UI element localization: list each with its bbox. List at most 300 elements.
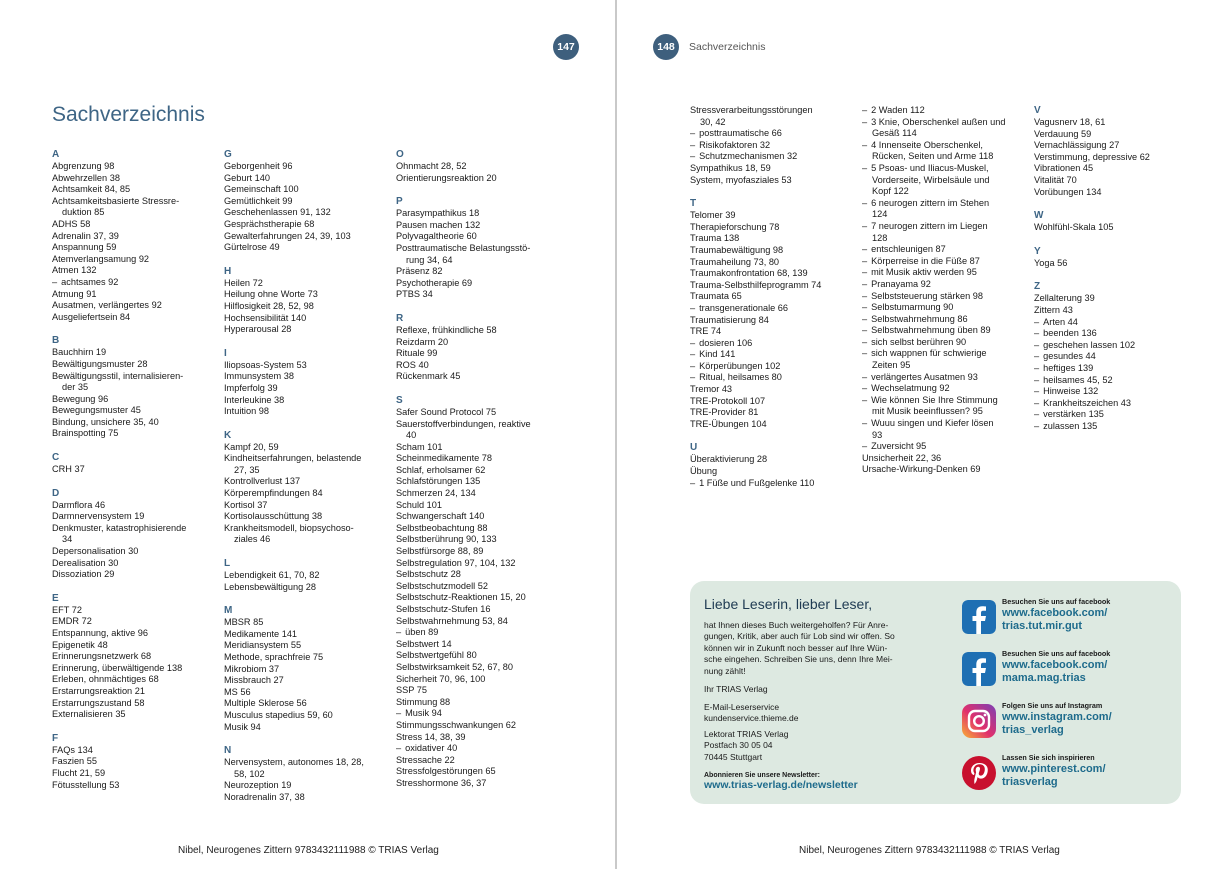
- index-entry: [396, 755, 576, 767]
- index-entry: [690, 466, 860, 478]
- entry-text: Impferfolg 39: [224, 382, 278, 393]
- entry-text: System, myofasziales 53: [690, 174, 792, 185]
- index-entry: [52, 674, 220, 686]
- body-line: können wir in Zukunft noch besser auf Ihre Wün-: [704, 642, 888, 653]
- entry-text: Pranayama 92: [871, 278, 931, 289]
- index-entry: [52, 289, 220, 301]
- subentry-dash: –: [862, 244, 868, 255]
- entry-text: Bewältigungsstil, internalisieren-: [52, 370, 184, 381]
- index-entry: [52, 312, 220, 324]
- index-entry: [396, 371, 576, 383]
- entry-text: Medikamente 141: [224, 628, 298, 639]
- index-entry: [396, 360, 576, 372]
- index-subentry: [396, 708, 576, 720]
- index-entry: [224, 395, 394, 407]
- subentry-dash: –: [52, 276, 58, 287]
- entry-text: oxidativer 40: [405, 743, 458, 754]
- index-subentry: [1034, 340, 1214, 352]
- entry-text: Erinnerungsnetzwerk 68: [52, 651, 152, 662]
- entry-text: Traumabewältigung 98: [690, 244, 784, 255]
- index-entry: [862, 360, 1032, 372]
- index-entry: [224, 780, 394, 792]
- email-address[interactable]: kundenservice.thieme.de: [704, 713, 799, 724]
- index-entry: [224, 324, 394, 336]
- index-entry: [396, 453, 576, 465]
- page-number-badge: 147: [553, 34, 579, 60]
- index-entry: [862, 453, 1032, 465]
- facebook-social-item[interactable]: [962, 595, 1172, 639]
- entry-text: Polyvagaltheorie 60: [396, 231, 477, 242]
- index-entry: [52, 254, 220, 266]
- index-entry: [396, 697, 576, 709]
- index-entry: [224, 500, 394, 512]
- index-entry: [396, 231, 576, 243]
- index-entry: [52, 219, 220, 231]
- link-line: trias_verlag: [1002, 724, 1064, 736]
- index-entry: [224, 371, 394, 383]
- entry-text: Rituale 99: [396, 348, 438, 359]
- entry-text: Pausen machen 132: [396, 219, 481, 230]
- entry-text: Kampf 20, 59: [224, 441, 279, 452]
- index-entry: [690, 396, 860, 408]
- index-letter-heading: A: [52, 149, 60, 160]
- entry-text: Stimmungsschwankungen 62: [396, 719, 517, 730]
- index-entry: [52, 628, 220, 640]
- entry-text: Musik 94: [224, 721, 261, 732]
- entry-text: EFT 72: [52, 604, 82, 615]
- index-entry: [224, 242, 394, 254]
- index-entry: [52, 768, 220, 780]
- link-line: www.pinterest.com/: [1002, 763, 1106, 775]
- entry-text: Erstarrungszustand 58: [52, 697, 145, 708]
- link-line: www.facebook.com/: [1002, 607, 1108, 619]
- entry-text: Hyperarousal 28: [224, 324, 292, 335]
- index-subentry: [690, 128, 860, 140]
- index-entry: [1034, 117, 1214, 129]
- index-entry: [396, 674, 576, 686]
- index-entry: [224, 196, 394, 208]
- index-entry: [396, 685, 576, 697]
- entry-text: Hochsensibilität 140: [224, 312, 307, 323]
- index-entry: [396, 255, 576, 267]
- subentry-dash: –: [1034, 374, 1040, 385]
- index-entry: [1034, 152, 1214, 164]
- index-subentry: [862, 291, 1032, 303]
- entry-text: Selbstregulation 97, 104, 132: [396, 557, 516, 568]
- index-letter-heading: K: [224, 429, 232, 441]
- subentry-dash: –: [862, 116, 868, 127]
- index-entry: [690, 233, 860, 245]
- index-entry: [1034, 305, 1214, 317]
- index-subentry: [862, 221, 1032, 233]
- email-label: E-Mail-Leserservice: [704, 702, 780, 712]
- entry-text: Gemeinschaft 100: [224, 184, 299, 195]
- entry-text: heilsames 45, 52: [1043, 374, 1113, 385]
- index-subentry: [1034, 398, 1214, 410]
- entry-text: Selbstwertgefühl 80: [396, 650, 477, 661]
- entry-text: 34: [62, 534, 73, 545]
- index-letter-heading: S: [396, 394, 403, 406]
- pinterest-icon: [962, 756, 996, 790]
- social-link[interactable]: [1002, 763, 1106, 789]
- entry-text: Stress 14, 38, 39: [396, 731, 466, 742]
- index-entry: [1034, 129, 1214, 141]
- index-subentry: [52, 277, 220, 289]
- index-entry: [224, 664, 394, 676]
- index-entry: [52, 300, 220, 312]
- postal-address: [704, 729, 936, 763]
- facebook-social-item[interactable]: [962, 647, 1172, 691]
- index-entry: [52, 184, 220, 196]
- entry-text: Krankheitszeichen 43: [1043, 397, 1131, 408]
- entry-text: Epigenetik 48: [52, 639, 108, 650]
- entry-text: Trauma-Selbsthilfeprogramm 74: [690, 279, 822, 290]
- index-entry: [224, 383, 394, 395]
- entry-text: dosieren 106: [699, 337, 753, 348]
- index-entry: [862, 464, 1032, 476]
- index-subentry: [690, 478, 860, 490]
- entry-text: Safer Sound Protocol 75: [396, 406, 497, 417]
- index-subentry: [1034, 375, 1214, 387]
- entry-text: FAQs 134: [52, 744, 93, 755]
- entry-text: Schuld 101: [396, 499, 442, 510]
- index-subentry: [862, 267, 1032, 279]
- index-entry: [396, 442, 576, 454]
- index-entry: [396, 650, 576, 662]
- index-letter-heading: E: [52, 592, 59, 604]
- index-entry: [690, 163, 860, 175]
- entry-text: üben 89: [405, 627, 439, 638]
- entry-text: Selbstschutz 28: [396, 569, 461, 580]
- entry-text: Erinnerung, überwältigende 138: [52, 662, 183, 673]
- entry-text: Musik 94: [405, 708, 442, 719]
- instagram-social-item[interactable]: [962, 699, 1172, 743]
- index-entry: [396, 289, 576, 301]
- entry-text: Abwehrzellen 38: [52, 172, 120, 183]
- index-entry: [1034, 163, 1214, 175]
- entry-text: Krankheitsmodell, biopsychoso-: [224, 522, 354, 533]
- index-entry: [396, 569, 576, 581]
- entry-text: Darmnervensystem 19: [52, 511, 145, 522]
- link-line: www.instagram.com/: [1002, 711, 1112, 723]
- index-entry: [690, 105, 860, 117]
- entry-text: Wuuu singen und Kiefer lösen: [871, 418, 994, 429]
- entry-text: Posttraumatische Belastungsstö-: [396, 242, 531, 253]
- index-entry: [396, 778, 576, 790]
- entry-text: Wie können Sie Ihre Stimmung: [871, 394, 998, 405]
- index-entry: [690, 257, 860, 269]
- index-entry: [690, 117, 860, 129]
- index-entry: [396, 523, 576, 535]
- index-entry: [690, 210, 860, 222]
- entry-text: Brainspotting 75: [52, 428, 119, 439]
- entry-text: Stimmung 88: [396, 696, 451, 707]
- entry-text: verstärken 135: [1043, 409, 1104, 420]
- entry-text: 30, 42: [700, 116, 726, 127]
- index-entry: [396, 220, 576, 232]
- entry-text: Achtsamkeitsbasierte Stressre-: [52, 195, 180, 206]
- entry-text: heftiges 139: [1043, 362, 1094, 373]
- body-line: sche eingehen. Schreiben Sie uns, denn Ihre Mei-: [704, 654, 893, 665]
- index-entry: [52, 780, 220, 792]
- page-title: Sachverzeichnis: [52, 103, 205, 126]
- index-entry: [396, 465, 576, 477]
- entry-text: Hinweise 132: [1043, 386, 1099, 397]
- entry-text: TRE 74: [690, 326, 722, 337]
- entry-text: Vitalität 70: [1034, 174, 1077, 185]
- index-column-2: [224, 149, 394, 804]
- entry-text: Abgrenzung 98: [52, 161, 115, 171]
- index-entry: [224, 231, 394, 243]
- subentry-dash: –: [690, 349, 696, 360]
- index-subentry: [862, 325, 1032, 337]
- index-entry: [52, 569, 220, 581]
- entry-text: Überaktivierung 28: [690, 454, 768, 465]
- index-entry: [1034, 175, 1214, 187]
- subentry-dash: –: [862, 220, 868, 231]
- entry-text: Immunsystem 38: [224, 371, 294, 382]
- entry-text: Vibrationen 45: [1034, 163, 1094, 174]
- page-number-badge: 148: [653, 34, 679, 60]
- entry-text: Derealisation 30: [52, 557, 119, 568]
- index-letter-heading: G: [224, 149, 232, 160]
- index-entry: [52, 605, 220, 617]
- social-label: Besuchen Sie uns auf facebook: [1002, 649, 1111, 658]
- index-entry: [690, 245, 860, 257]
- index-letter-heading: Z: [1034, 281, 1041, 293]
- entry-text: mit Musik aktiv werden 95: [871, 267, 977, 278]
- index-entry: [396, 732, 576, 744]
- index-entry: [224, 769, 394, 781]
- address-line: Lektorat TRIAS Verlag: [704, 729, 789, 739]
- index-subentry: [862, 348, 1032, 360]
- index-entry: [224, 476, 394, 488]
- index-entry: [224, 511, 394, 523]
- entry-text: Fötusstellung 53: [52, 779, 120, 790]
- index-entry: [224, 173, 394, 185]
- index-entry: [224, 161, 394, 173]
- entry-text: Selbstberührung 90, 133: [396, 534, 497, 545]
- index-subentry: [862, 117, 1032, 129]
- index-entry: [396, 604, 576, 616]
- facebook-icon: [962, 600, 996, 634]
- entry-text: Multiple Sklerose 56: [224, 698, 307, 709]
- index-letter-heading: L: [224, 558, 231, 570]
- index-entry: [396, 419, 576, 431]
- entry-text: Geschehenlassen 91, 132: [224, 207, 331, 218]
- entry-text: Traumatisierung 84: [690, 314, 769, 325]
- index-entry: [396, 581, 576, 593]
- index-entry: [690, 222, 860, 234]
- entry-text: Bindung, unsichere 35, 40: [52, 416, 159, 427]
- subentry-dash: –: [690, 139, 696, 150]
- index-subentry: [862, 244, 1032, 256]
- subentry-dash: –: [690, 151, 696, 162]
- index-entry: [862, 175, 1032, 187]
- index-letter-heading: U: [690, 442, 698, 454]
- entry-text: 1 Füße und Fußgelenke 110: [699, 477, 815, 488]
- subentry-dash: –: [862, 371, 868, 382]
- index-column-6: [1034, 105, 1214, 432]
- index-subentry: [1034, 363, 1214, 375]
- entry-text: Noradrenalin 37, 38: [224, 791, 305, 802]
- entry-text: Reflexe, frühkindliche 58: [396, 324, 497, 335]
- index-entry: [862, 128, 1032, 140]
- entry-text: Stressache 22: [396, 754, 455, 765]
- instagram-icon: [962, 704, 996, 738]
- address-line: Postfach 30 05 04: [704, 740, 773, 751]
- entry-text: Traumaheilung 73, 80: [690, 256, 780, 267]
- index-entry: [52, 428, 220, 440]
- entry-text: Mikrobiom 37: [224, 663, 280, 674]
- index-entry: [396, 639, 576, 651]
- subentry-dash: –: [396, 743, 402, 754]
- index-letter-heading: O: [396, 149, 404, 160]
- index-entry: [224, 360, 394, 372]
- entry-text: mit Musik beeinflussen? 95: [872, 406, 983, 417]
- index-entry: [52, 546, 220, 558]
- entry-text: 2 Waden 112: [871, 105, 925, 115]
- social-link[interactable]: [1002, 607, 1107, 633]
- entry-text: Geborgenheit 96: [224, 161, 293, 171]
- index-subentry: [862, 314, 1032, 326]
- index-subentry: [396, 743, 576, 755]
- index-entry: [396, 720, 576, 732]
- index-entry: [224, 523, 394, 535]
- index-letter-heading: R: [396, 312, 404, 324]
- entry-text: Dissoziation 29: [52, 569, 115, 580]
- entry-text: Externalisieren 35: [52, 709, 126, 720]
- index-letter-heading: N: [224, 745, 232, 757]
- entry-text: Ausgeliefertsein 84: [52, 311, 131, 322]
- entry-text: Heilen 72: [224, 277, 263, 288]
- index-subentry: [862, 198, 1032, 210]
- entry-text: Übung: [690, 466, 718, 477]
- entry-text: 93: [872, 429, 883, 440]
- body-line: hat Ihnen dieses Buch weitergeholfen? Für Anre-: [704, 620, 889, 630]
- entry-text: Geburt 140: [224, 172, 270, 183]
- entry-text: Kind 141: [699, 349, 736, 360]
- index-entry: [396, 266, 576, 278]
- index-entry: [224, 757, 394, 769]
- index-entry: [52, 558, 220, 570]
- index-column-1: [52, 149, 220, 791]
- subentry-dash: –: [862, 278, 868, 289]
- index-entry: [1034, 293, 1214, 305]
- entry-text: Faszien 55: [52, 756, 97, 767]
- link-line: trias.tut.mir.gut: [1002, 620, 1083, 632]
- subentry-dash: –: [862, 162, 868, 173]
- index-entry: [396, 592, 576, 604]
- entry-text: verlängertes Ausatmen 93: [871, 371, 978, 382]
- entry-text: Achtsamkeit 84, 85: [52, 184, 131, 195]
- subentry-dash: –: [862, 197, 868, 208]
- subentry-dash: –: [862, 302, 868, 313]
- address-line: 70445 Stuttgart: [704, 751, 763, 762]
- index-entry: [224, 313, 394, 325]
- entry-text: Reizdarm 20: [396, 336, 449, 347]
- body-line: nung zählt!: [704, 665, 746, 676]
- subentry-dash: –: [396, 708, 402, 719]
- index-entry: [862, 209, 1032, 221]
- link-line: www.facebook.com/: [1002, 659, 1108, 671]
- entry-text: Hilflosigkeit 28, 52, 98: [224, 300, 314, 311]
- reader-box-heading: Liebe Leserin, lieber Leser,: [704, 596, 873, 612]
- index-letter-heading: Y: [1034, 245, 1041, 257]
- entry-text: Körperübungen 102: [699, 360, 781, 371]
- entry-text: Atmen 132: [52, 265, 97, 276]
- subentry-dash: –: [862, 313, 868, 324]
- entry-text: Nervensystem, autonomes 18, 28,: [224, 757, 364, 768]
- entry-text: 128: [872, 232, 888, 243]
- subentry-dash: –: [690, 128, 696, 139]
- subentry-dash: –: [1034, 420, 1040, 431]
- entry-text: Gürtelrose 49: [224, 242, 280, 253]
- entry-text: transgenerationale 66: [699, 302, 789, 313]
- entry-text: Interleukine 38: [224, 394, 285, 405]
- index-subentry: [396, 627, 576, 639]
- index-entry: [224, 453, 394, 465]
- index-entry: [862, 430, 1032, 442]
- index-entry: [396, 488, 576, 500]
- entry-text: Vorübungen 134: [1034, 186, 1102, 197]
- social-link[interactable]: [1002, 659, 1107, 685]
- newsletter-link[interactable]: www.trias-verlag.de/newsletter: [704, 779, 858, 791]
- index-entry: [52, 371, 220, 383]
- index-entry: [1034, 140, 1214, 152]
- entry-text: Neurozeption 19: [224, 780, 292, 791]
- index-entry: [396, 766, 576, 778]
- subentry-dash: –: [862, 267, 868, 278]
- index-entry: [224, 207, 394, 219]
- index-entry: [52, 161, 220, 173]
- entry-text: Verstimmung, depressive 62: [1034, 151, 1150, 162]
- entry-text: Therapieforschung 78: [690, 221, 780, 232]
- index-entry: [52, 359, 220, 371]
- entry-text: Unsicherheit 22, 36: [862, 452, 942, 463]
- index-letter-heading: D: [52, 487, 60, 499]
- entry-text: Arten 44: [1043, 316, 1078, 327]
- entry-text: Risikofaktoren 32: [699, 139, 771, 150]
- subentry-dash: –: [1034, 339, 1040, 350]
- entry-text: Musculus stapedius 59, 60: [224, 709, 333, 720]
- index-letter-heading: C: [52, 452, 60, 464]
- entry-text: Traumakonfrontation 68, 139: [690, 268, 808, 279]
- entry-text: Lebendigkeit 61, 70, 82: [224, 570, 320, 581]
- entry-text: SSP 75: [396, 685, 427, 696]
- entry-text: 124: [872, 209, 888, 220]
- index-entry: [52, 464, 220, 476]
- entry-text: Rückenmark 45: [396, 371, 461, 382]
- index-entry: [52, 173, 220, 185]
- index-subentry: [862, 383, 1032, 395]
- index-subentry: [862, 418, 1032, 430]
- index-entry: [396, 511, 576, 523]
- index-entry: [224, 488, 394, 500]
- entry-text: Selbststeuerung stärken 98: [871, 290, 983, 301]
- index-entry: [1034, 187, 1214, 199]
- entry-text: Denkmuster, katastrophisierende: [52, 522, 187, 533]
- entry-text: duktion 85: [62, 207, 105, 218]
- pinterest-social-item[interactable]: [962, 751, 1172, 795]
- subentry-dash: –: [1034, 362, 1040, 373]
- index-letter-heading: I: [224, 347, 227, 359]
- social-link[interactable]: [1002, 711, 1112, 737]
- entry-text: Bewegungsmuster 45: [52, 405, 141, 416]
- entry-text: Selbstschutzmodell 52: [396, 580, 488, 591]
- index-subentry: [862, 140, 1032, 152]
- index-entry: [690, 407, 860, 419]
